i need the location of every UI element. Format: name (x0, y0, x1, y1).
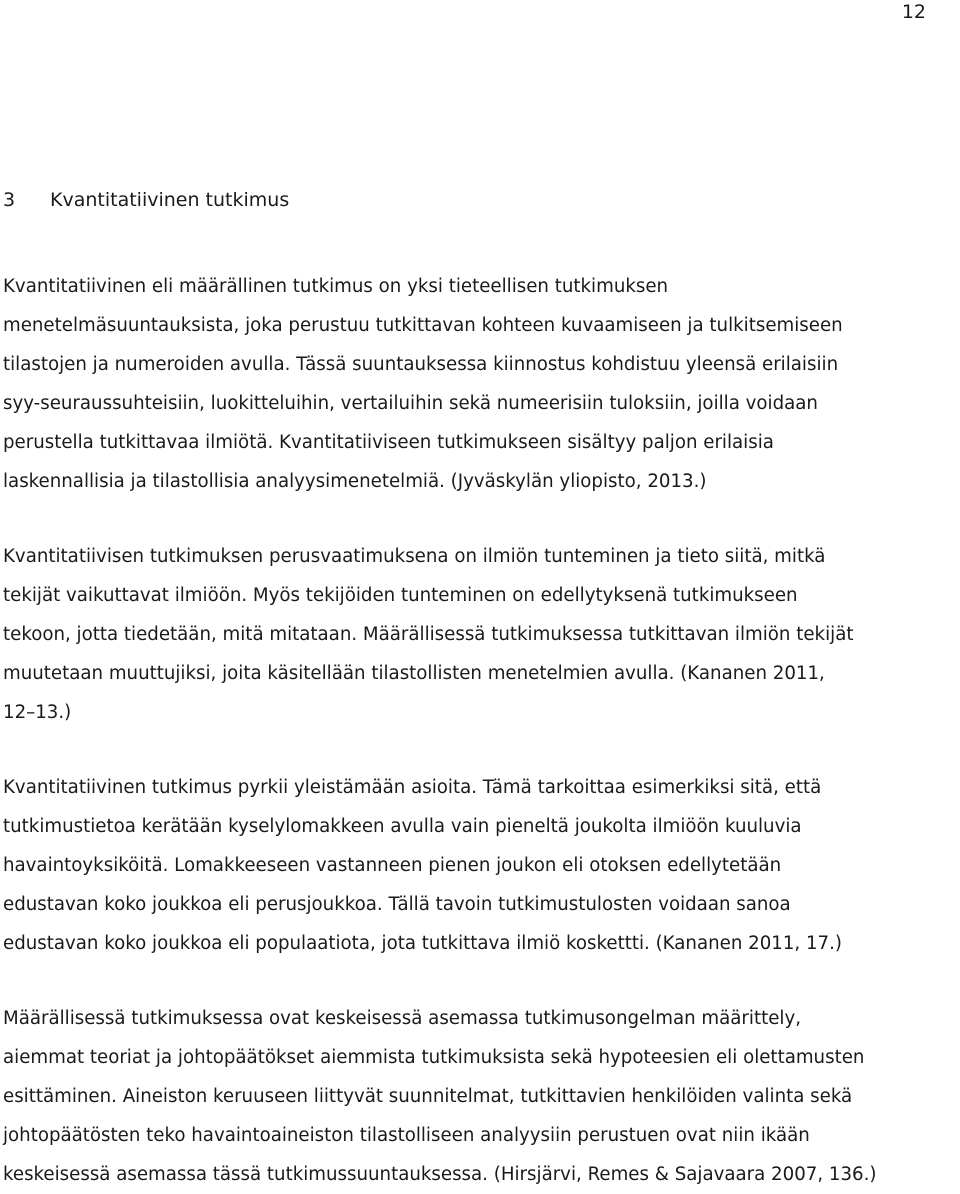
paragraph-line: Kvantitatiivinen eli määrällinen tutkimus on yksi tieteellisen tutkimuksen (3, 276, 669, 297)
paragraph-line: esittäminen. Aineiston keruuseen liittyvät suunnitelmat, tutkittavien henkilöiden valinta sekä (3, 1086, 853, 1107)
paragraph-line: perustella tutkittavaa ilmiötä. Kvantitatiiviseen tutkimukseen sisältyy paljon erilaisia (3, 432, 774, 453)
paragraph-line: edustavan koko joukkoa eli perusjoukkoa. Tällä tavoin tutkimustulosten voidaan sanoa (3, 894, 791, 915)
paragraph-line: laskennallisia ja tilastollisia analyysimenetelmiä. (Jyväskylän yliopisto, 2013.) (3, 471, 707, 492)
section-heading (3, 187, 289, 213)
paragraph-line: syy-seuraussuhteisiin, luokitteluihin, vertailuihin sekä numeerisiin tuloksiin, joilla voidaan (3, 393, 818, 414)
paragraph-line: aiemmat teoriat ja johtopäätökset aiemmista tutkimuksista sekä hypoteesien eli olettamusten (3, 1047, 865, 1068)
paragraph-line: tekoon, jotta tiedetään, mitä mitataan. Määrällisessä tutkimuksessa tutkittavan ilmiön tekijät (3, 624, 854, 645)
paragraph-line: tutkimustietoa kerätään kyselylomakkeen avulla vain pieneltä joukolta ilmiöön kuuluvia (3, 816, 802, 837)
paragraph-line: johtopäätösten teko havaintoaineiston tilastolliseen analyysiin perustuen ovat niin ikään (3, 1125, 810, 1146)
paragraph-line: Määrällisessä tutkimuksessa ovat keskeisessä asemassa tutkimusongelman määrittely, (3, 1008, 802, 1029)
paragraph-3 (3, 768, 958, 963)
paragraph-line: 12–13.) (3, 702, 72, 723)
paragraph-line: Kvantitatiivisen tutkimuksen perusvaatimuksena on ilmiön tunteminen ja tieto siitä, mitkä (3, 546, 826, 567)
paragraph-line: edustavan koko joukkoa eli populaatiota, jota tutkittava ilmiö koskettti. (Kananen 2011, 17.) (3, 933, 843, 954)
paragraph-line: menetelmäsuuntauksista, joka perustuu tutkittavan kohteen kuvaamiseen ja tulkitsemiseen (3, 315, 843, 336)
paragraph-1 (3, 267, 958, 501)
paragraph-line: Kvantitatiivinen tutkimus pyrkii yleistämään asioita. Tämä tarkoittaa esimerkiksi sitä, että (3, 777, 822, 798)
paragraph-2 (3, 537, 958, 732)
document-body (3, 267, 958, 1194)
section-number: 3 (3, 189, 16, 211)
page-number: 12 (901, 1, 926, 23)
paragraph-line: havaintoyksiköitä. Lomakkeeseen vastanneen pienen joukon eli otoksen edellytetään (3, 855, 782, 876)
paragraph-line: keskeisessä asemassa tässä tutkimussuuntauksessa. (Hirsjärvi, Remes & Sajavaara 2007, 136.) (3, 1164, 877, 1185)
paragraph-4 (3, 999, 958, 1194)
paragraph-line: tekijät vaikuttavat ilmiöön. Myös tekijöiden tunteminen on edellytyksenä tutkimukseen (3, 585, 798, 606)
paragraph-line: tilastojen ja numeroiden avulla. Tässä suuntauksessa kiinnostus kohdistuu yleensä erilaisiin (3, 354, 839, 375)
paragraph-line: muutetaan muuttujiksi, joita käsitellään tilastollisten menetelmien avulla. (Kananen 2011, (3, 663, 825, 684)
section-title: Kvantitatiivinen tutkimus (50, 189, 290, 211)
